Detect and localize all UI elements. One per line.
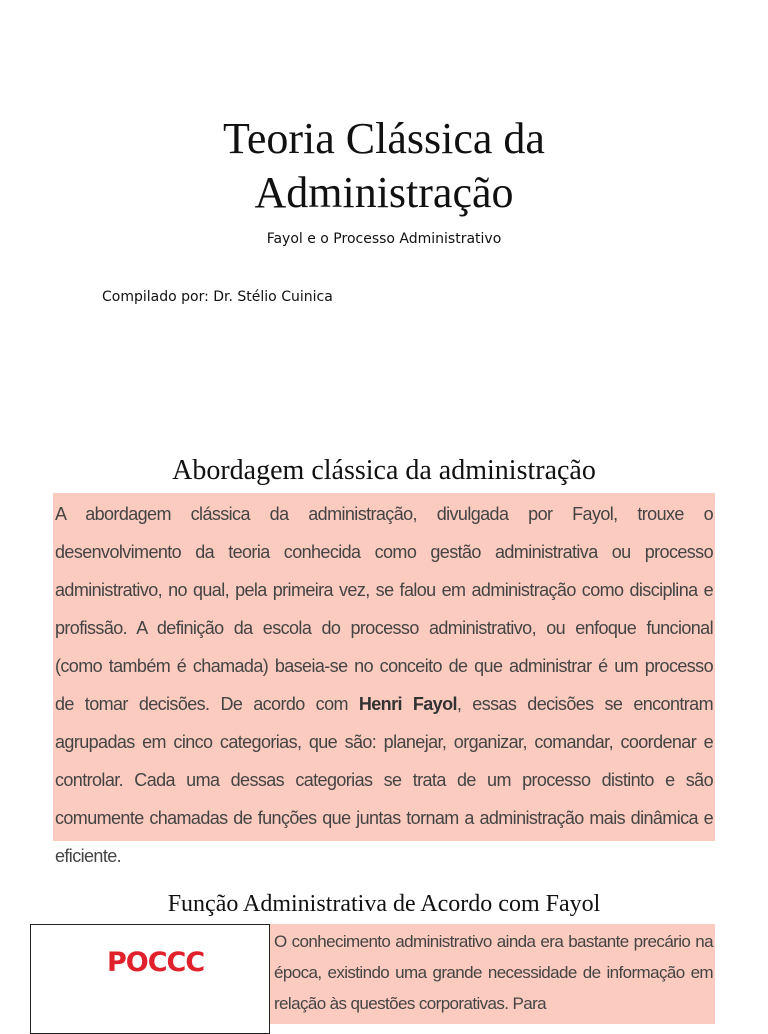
presentation-title <box>0 112 768 220</box>
title-line-1: Teoria Clássica da <box>223 114 545 163</box>
body-paragraph <box>55 495 713 875</box>
highlighted-text-box <box>270 924 715 1024</box>
presentation-subtitle: Fayol e o Processo Administrativo <box>266 231 502 247</box>
highlighted-text-box <box>53 493 715 866</box>
body-text-part-2: , essas decisões se encontram agrupadas em cinco categorias, que são: planejar, organizar, comandar, coordenar e controlar. Cada uma dessas categorias se trata de um processo distinto e são comumente chamadas de funções que juntas tornam a administração mais dinâmica e eficiente. <box>55 694 713 866</box>
body-text-part-1: A abordagem clássica da administração, divulgada por Fayol, trouxe o desenvolvimento da teoria conhecida como gestão administrativa ou processo administrativo, no qual, pela primeira vez, se falou em administração como disciplina e profissão. A definição da escola do processo administrativo, ou enfoque funcional (como também é chamada) baseia-se no conceito de que administrar é um processo de tomar decisões. De acordo com <box>55 504 713 714</box>
section-heading: Abordagem clássica da administração <box>172 455 596 486</box>
body-paragraph: O conhecimento administrativo ainda era bastante precário na época, existindo uma grande necessidade de informação em relação às questões corporativas. Para <box>274 932 713 1013</box>
author-credit: Compilado por: Dr. Stélio Cuinica <box>102 289 333 305</box>
section-heading: Função Administrativa de Acordo com Fayol <box>167 891 601 917</box>
title-line-2: Administração <box>254 168 514 217</box>
body-text-bold: Henri Fayol <box>358 694 457 714</box>
poccc-box <box>30 924 270 1034</box>
poccc-label: POCCC <box>107 947 205 978</box>
